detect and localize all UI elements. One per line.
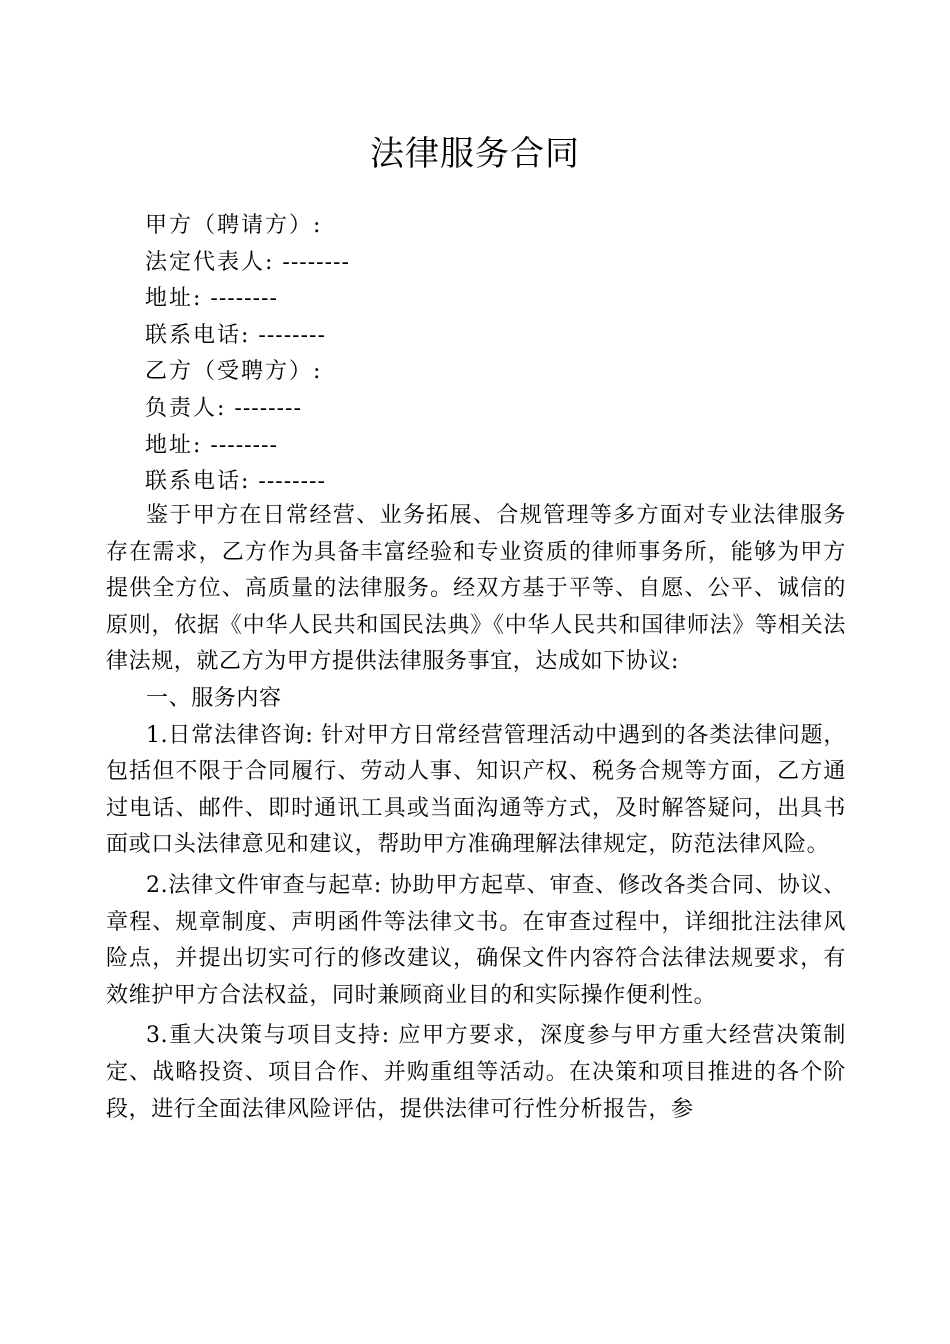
preamble-paragraph: 鉴于甲方在日常经营、业务拓展、合规管理等多方面对专业法律服务存在需求，乙方作为具备丰富经验和专业资质的律师事务所，能够为甲方提供全方位、高质量的法律服务。经双方基于平等、自愿、公平、诚信的原则，依据《中华人民共和国民法典》《中华人民共和国律师法》等相关法律法规，就乙方为甲方提供法律服务事宜，达成如下协议: <box>106 503 846 675</box>
party-a-heading: 甲方（聘请方）: <box>145 213 323 238</box>
party-a-address <box>145 281 865 318</box>
party-b-heading: 乙方（受聘方）: <box>145 359 323 385</box>
service-item-3: 3.重大决策与项目支持: 应甲方要求，深度参与甲方重大经营决策制定、战略投资、项目合作、并购重组等活动。在决策和项目推进的各个阶段，进行全面法律风险评估，提供法律可行性分析报告，参 <box>106 1023 846 1122</box>
party-a-addr-label: 地址: <box>145 286 203 312</box>
party-a-representative <box>145 245 865 282</box>
contract-body <box>106 498 846 1128</box>
party-b-rep-label: 负责人: <box>145 395 227 421</box>
party-b-phone-blank: -------- <box>258 469 326 495</box>
party-a-phone <box>145 318 865 355</box>
service-item-1: 1.日常法律咨询: 针对甲方日常经营管理活动中遇到的各类法律问题，包括但不限于合同履行、劳动人事、知识产权、税务合规等方面，乙方通过电话、邮件、即时通讯工具或当面沟通等方式，及时解答疑问，出具书面或口头法律意见和建议，帮助甲方准确理解法律规定，防范法律风险。 <box>106 722 846 858</box>
service-item-2: 2.法律文件审查与起草: 协助甲方起草、审查、修改各类合同、协议、章程、规章制度、声明函件等法律文书。在审查过程中，详细批注法律风险点，并提出切实可行的修改建议，确保文件内容符合法律法规要求，有效维护甲方合法权益，同时兼顾商业目的和实际操作便利性。 <box>106 872 846 1008</box>
party-b-addr-label: 地址: <box>145 432 203 458</box>
party-b-addr-blank: -------- <box>210 432 278 458</box>
party-a-rep-label: 法定代表人: <box>145 249 275 275</box>
party-b-phone <box>145 464 865 501</box>
party-b-rep-blank: -------- <box>234 395 302 421</box>
party-a-rep-blank: -------- <box>282 249 350 275</box>
party-b-address <box>145 428 865 465</box>
party-b-phone-label: 联系电话: <box>145 469 251 495</box>
party-b-representative <box>145 391 865 428</box>
party-a-addr-blank: -------- <box>210 286 278 312</box>
party-a-phone-blank: -------- <box>258 322 326 348</box>
party-a-phone-label: 联系电话: <box>145 322 251 348</box>
document-title: 法律服务合同 <box>370 134 580 174</box>
party-info-block <box>145 208 865 501</box>
section-1-heading: 一、服务内容 <box>146 685 282 711</box>
